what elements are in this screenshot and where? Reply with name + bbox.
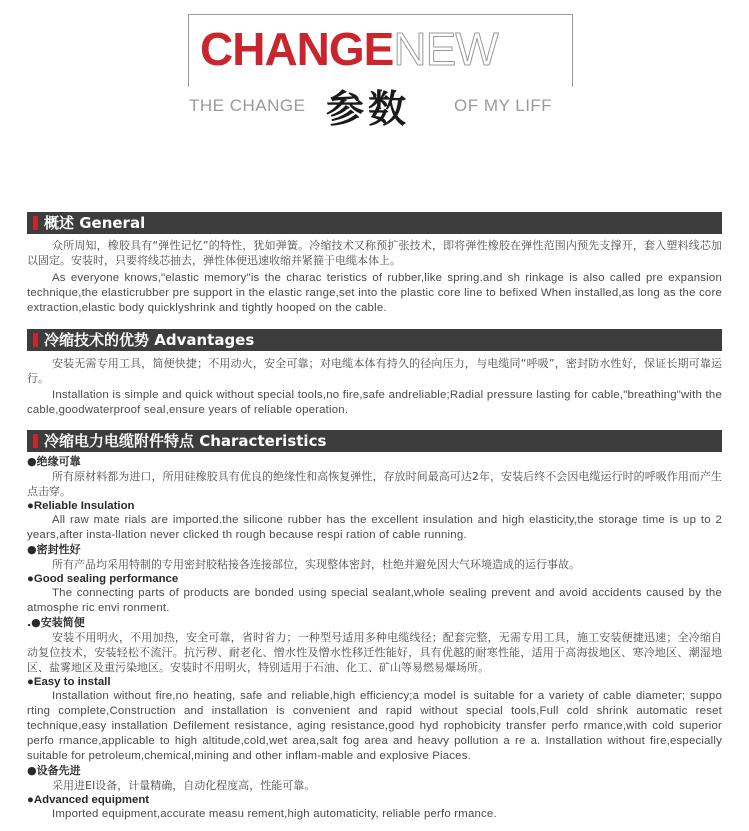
item-heading-cn: ●密封性好 — [27, 543, 81, 556]
section-header-characteristics — [27, 430, 722, 452]
brand-change-text: CHANGE — [200, 23, 394, 75]
item-heading-cn: ●绝缘可靠 — [27, 455, 81, 468]
general-cn-text: 众所周知，橡胶具有“弹性记忆”的特性，犹如弹簧。冷缩技术又称预扩张技术，即将弹性橡胶在弹性范围内预先支撑开，套入塑料线芯加以固定。安装时，只要将线芯抽去，弹性体便迅速收缩并紧箍于电缆本体上。 — [27, 239, 722, 267]
item-text-cn: 所有产品均采用特制的专用密封胶粘接各连接部位，实现整体密封，杜绝并避免因大气环境造成的运行事故。 — [52, 558, 580, 571]
general-en-text: As everyone knows,"elastic memory"is the charac teristics of rubber,like spring.and sh rinkage is also called pre expansion technique,the elasticrubber pre support in the elastic range,set into the plastic core line to befixed When installed,as long as the core extraction,elastic body quicklyshrink and tightly hooped on the cable. — [27, 272, 722, 314]
section-marker-icon — [33, 434, 38, 448]
item-heading-cn: ●设备先进 — [27, 764, 81, 777]
section-header-general — [27, 212, 722, 234]
page-header — [0, 0, 749, 200]
section-header-advantages — [27, 329, 722, 351]
page-title: 参数 — [326, 87, 411, 131]
brand-logo — [200, 22, 498, 76]
item-text-en: The connecting parts of products are bonded using special sealant,whole sealing prevent and avoid accidents caused by the atmosphe ric envi ronment. — [27, 587, 722, 614]
section-title: 冷缩电力电缆附件特点 Characteristics — [44, 432, 327, 450]
item-text-cn: 所有原材料都为进口，所用硅橡胶具有优良的绝缘性和高恢复弹性，存放时间最高可达2年，安装后终不会因电缆运行时的呼吸作用而产生点击穿。 — [27, 470, 722, 498]
item-text-en: All raw mate rials are imported.the silicone rubber has the excellent insulation and high elasticity,the storage time is up to 2 years,after insta-llation never clicked th rough because respi ration of cable running. — [27, 514, 722, 541]
item-heading-cn: .●安装简便 — [27, 616, 85, 629]
advantages-cn-text: 安装无需专用工具，简便快捷；不用动火，安全可靠；对电缆本体有持久的径向压力，与电缆同“呼吸”，密封防水性好，保证长期可靠运行。 — [27, 357, 722, 385]
item-text-cn: 安装不用明火，不用加热，安全可靠，省时省力；一种型号适用多种电缆线径；配套完整，无需专用工具，施工安装便捷迅速；全冷缩自动复位技术，安装轻松不流汗。抗污秽、耐老化、憎水性及憎水性移迁性能好，具有优越的耐寒性能，适用于高海拔地区、寒冷地区、潮湿地区、盐雾地区及重污染地区。安装时不用明火，特别适用于石油、化工、矿山等易燃易爆场所。 — [27, 631, 722, 674]
section-marker-icon — [33, 333, 38, 347]
item-text-cn: 采用进EI设备，计量精确，自动化程度高，性能可靠。 — [52, 779, 316, 792]
item-heading-en: ●Advanced equipment — [27, 794, 150, 806]
section-title: 概述 General — [44, 214, 146, 232]
advantages-en-text: Installation is simple and quick without special tools,no fire,safe andreliable;Radial pressure lasting for cable,"breathing"with the cable,goodwaterproof seal,ensure years of reliable operation. — [27, 389, 722, 416]
section-marker-icon — [33, 216, 38, 230]
tagline-left: THE CHANGE — [189, 96, 306, 115]
tagline-right: OF MY LIFF — [454, 96, 553, 115]
item-heading-en: ●Easy to install — [27, 676, 111, 688]
item-text-en: Imported equipment,accurate measu rement,high automaticity, reliable perfo rmance. — [52, 808, 497, 820]
brand-new-text: NEW — [393, 23, 498, 75]
item-heading-en: ●Reliable Insulation — [27, 500, 135, 512]
section-title: 冷缩技术的优势 Advantages — [44, 331, 255, 349]
item-text-en: Installation without fire,no heating, safe and reliable,high efficiency;a model is suitable for a variety of cable diameter; suppo rting complete,Construction and installation is convenient and rapid without special tools,Full cold shrink automatic reset technique,easy installation Defilement resistance, aging resistance,good hyd rophobicity transfer perfo rmance,with cold superior perfo rmance,applicable to high altitude,cold,wet area,salt fog area and heavy pollution a re a. Installation without fire,especially suitable for petroleum,chemical,mining and other inflam-mable and explosive Piaces. — [27, 690, 722, 762]
item-heading-en: ●Good sealing performance — [27, 573, 179, 585]
